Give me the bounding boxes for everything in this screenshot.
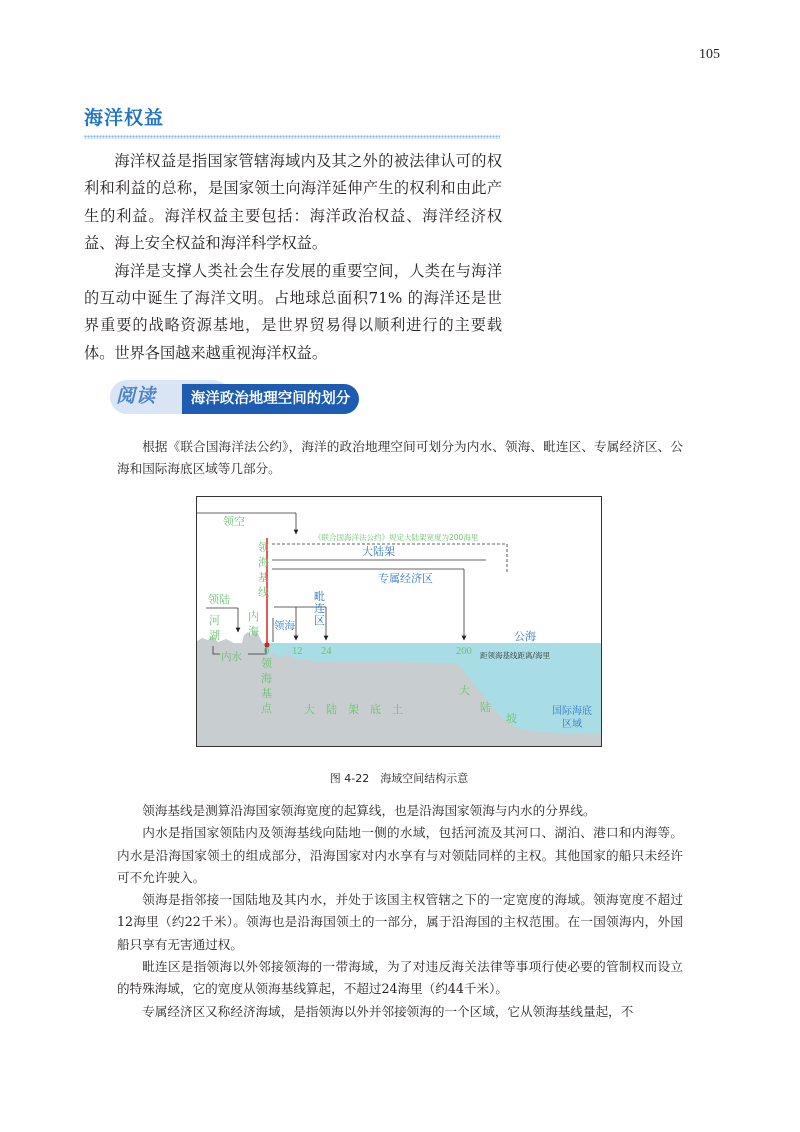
tick-label: 200 <box>456 646 472 657</box>
reading-intro: 根据《联合国海洋法公约》，海洋的政治地理空间可划分为内水、领海、毗连区、专属经济区、公海和国际海底区域等几部分。 <box>117 439 683 476</box>
intro-paragraph: 海洋权益是指国家管辖海域内及其之外的被法律认可的权利和利益的总称，是国家领土向海洋延伸产生的权利和由此产生的利益。海洋权益主要包括：海洋政治权益、海洋经济权益、海上安全权益和海洋科学权益。 <box>84 152 502 253</box>
tick-label: 12 <box>292 646 303 657</box>
figure-caption: 图 4-22 海域空间结构示意 <box>329 772 469 785</box>
reading-title: 海洋政治地理空间的划分 <box>182 384 359 414</box>
inland-sea-char: 海 <box>248 625 259 638</box>
baseline-point-char: 基 <box>261 687 272 700</box>
internal-waters-label: 内水 <box>221 651 242 663</box>
definition-paragraph: 领海是指邻接一国陆地及其内水，并处于该国主权管辖之下的一定宽度的海域。领海宽度不超过12海里（约22千米）。领海也是沿海国领土的一部分，属于沿海国的主权范围。在一国领海内，外国船只享有无害通过权。 <box>117 892 683 952</box>
shelf-floor-label: 大 陆 架 底 土 <box>304 703 403 716</box>
contiguous-char: 区 <box>314 614 325 627</box>
section-title: 海洋权益 <box>84 107 165 129</box>
baseline-point-char: 海 <box>261 672 272 685</box>
baseline-char: 线 <box>258 586 269 599</box>
airspace-label: 领空 <box>223 515 245 528</box>
slope-label-2: 陆 <box>480 701 491 714</box>
inland-sea-char: 内 <box>248 610 259 623</box>
reading-label: 阅读 <box>116 385 157 407</box>
slope-label-1: 大 <box>459 684 470 697</box>
definition-paragraph: 毗连区是指领海以外邻接领海的一带海域，为了对违反海关法律等事项行使必要的管制权而设立的特殊海域，它的宽度从领海基线算起，不超过24海里（约44千米）。 <box>117 959 683 997</box>
high-seas-label: 公海 <box>514 630 536 643</box>
definition-paragraph: 专属经济区又称经济海域，是指领海以外并邻接领海的一个区域，它从领海基线量起，不 <box>142 1003 634 1019</box>
intl-seabed-label-line2: 区域 <box>562 719 582 730</box>
contiguous-char: 连 <box>314 602 325 615</box>
convention-note: 《联合国海洋法公约》规定大陆架宽度为200海里 <box>314 533 479 542</box>
eez-label: 专属经济区 <box>378 572 433 585</box>
baseline-point-char: 领 <box>261 657 272 670</box>
continental-shelf-label: 大陆架 <box>362 545 395 558</box>
slope-label-3: 坡 <box>506 712 517 725</box>
definition-paragraph: 领海基线是测算沿海国家领海宽度的起算线，也是沿海国家领海与内水的分界线。 <box>142 803 596 818</box>
baseline-char: 领 <box>258 541 269 554</box>
baseline-char: 海 <box>258 556 269 569</box>
rivers-char: 湖 <box>209 629 220 642</box>
maritime-zones-diagram <box>196 496 602 747</box>
territorial-sea-label: 领海 <box>274 620 295 632</box>
tick-label: 0 <box>264 646 270 657</box>
intro-paragraph: 海洋是支撑人类社会生存发展的重要空间，人类在与海洋的互动中诞生了海洋文明。占地球总面积71% 的海洋还是世界重要的战略资源基地，是世界贸易得以顺利进行的主要载体。世界各国越来越重视海洋权益。 <box>84 261 502 362</box>
definitions-text <box>117 800 683 1023</box>
tick-label: 24 <box>321 646 332 657</box>
reading-banner <box>110 378 360 418</box>
section-divider <box>84 135 500 139</box>
intro-text <box>84 148 502 367</box>
rivers-char: 河 <box>209 614 220 627</box>
definition-paragraph: 内水是指国家领陆内及领海基线向陆地一侧的水域，包括河流及其河口、湖泊、港口和内海等。内水是沿海国家领土的组成部分，沿海国家对内水享有与对领陆同样的主权。其他国家的船只未经许可不允许驶入。 <box>117 825 683 885</box>
baseline-point-char: 点 <box>261 702 272 715</box>
land-label: 领陆 <box>208 593 230 606</box>
distance-note: 距领海基线距离/海里 <box>480 651 551 660</box>
page-number: 105 <box>699 47 720 62</box>
intl-seabed-label-line1: 国际海底 <box>552 706 592 717</box>
contiguous-char: 毗 <box>314 590 325 603</box>
baseline-char: 基 <box>258 571 269 584</box>
